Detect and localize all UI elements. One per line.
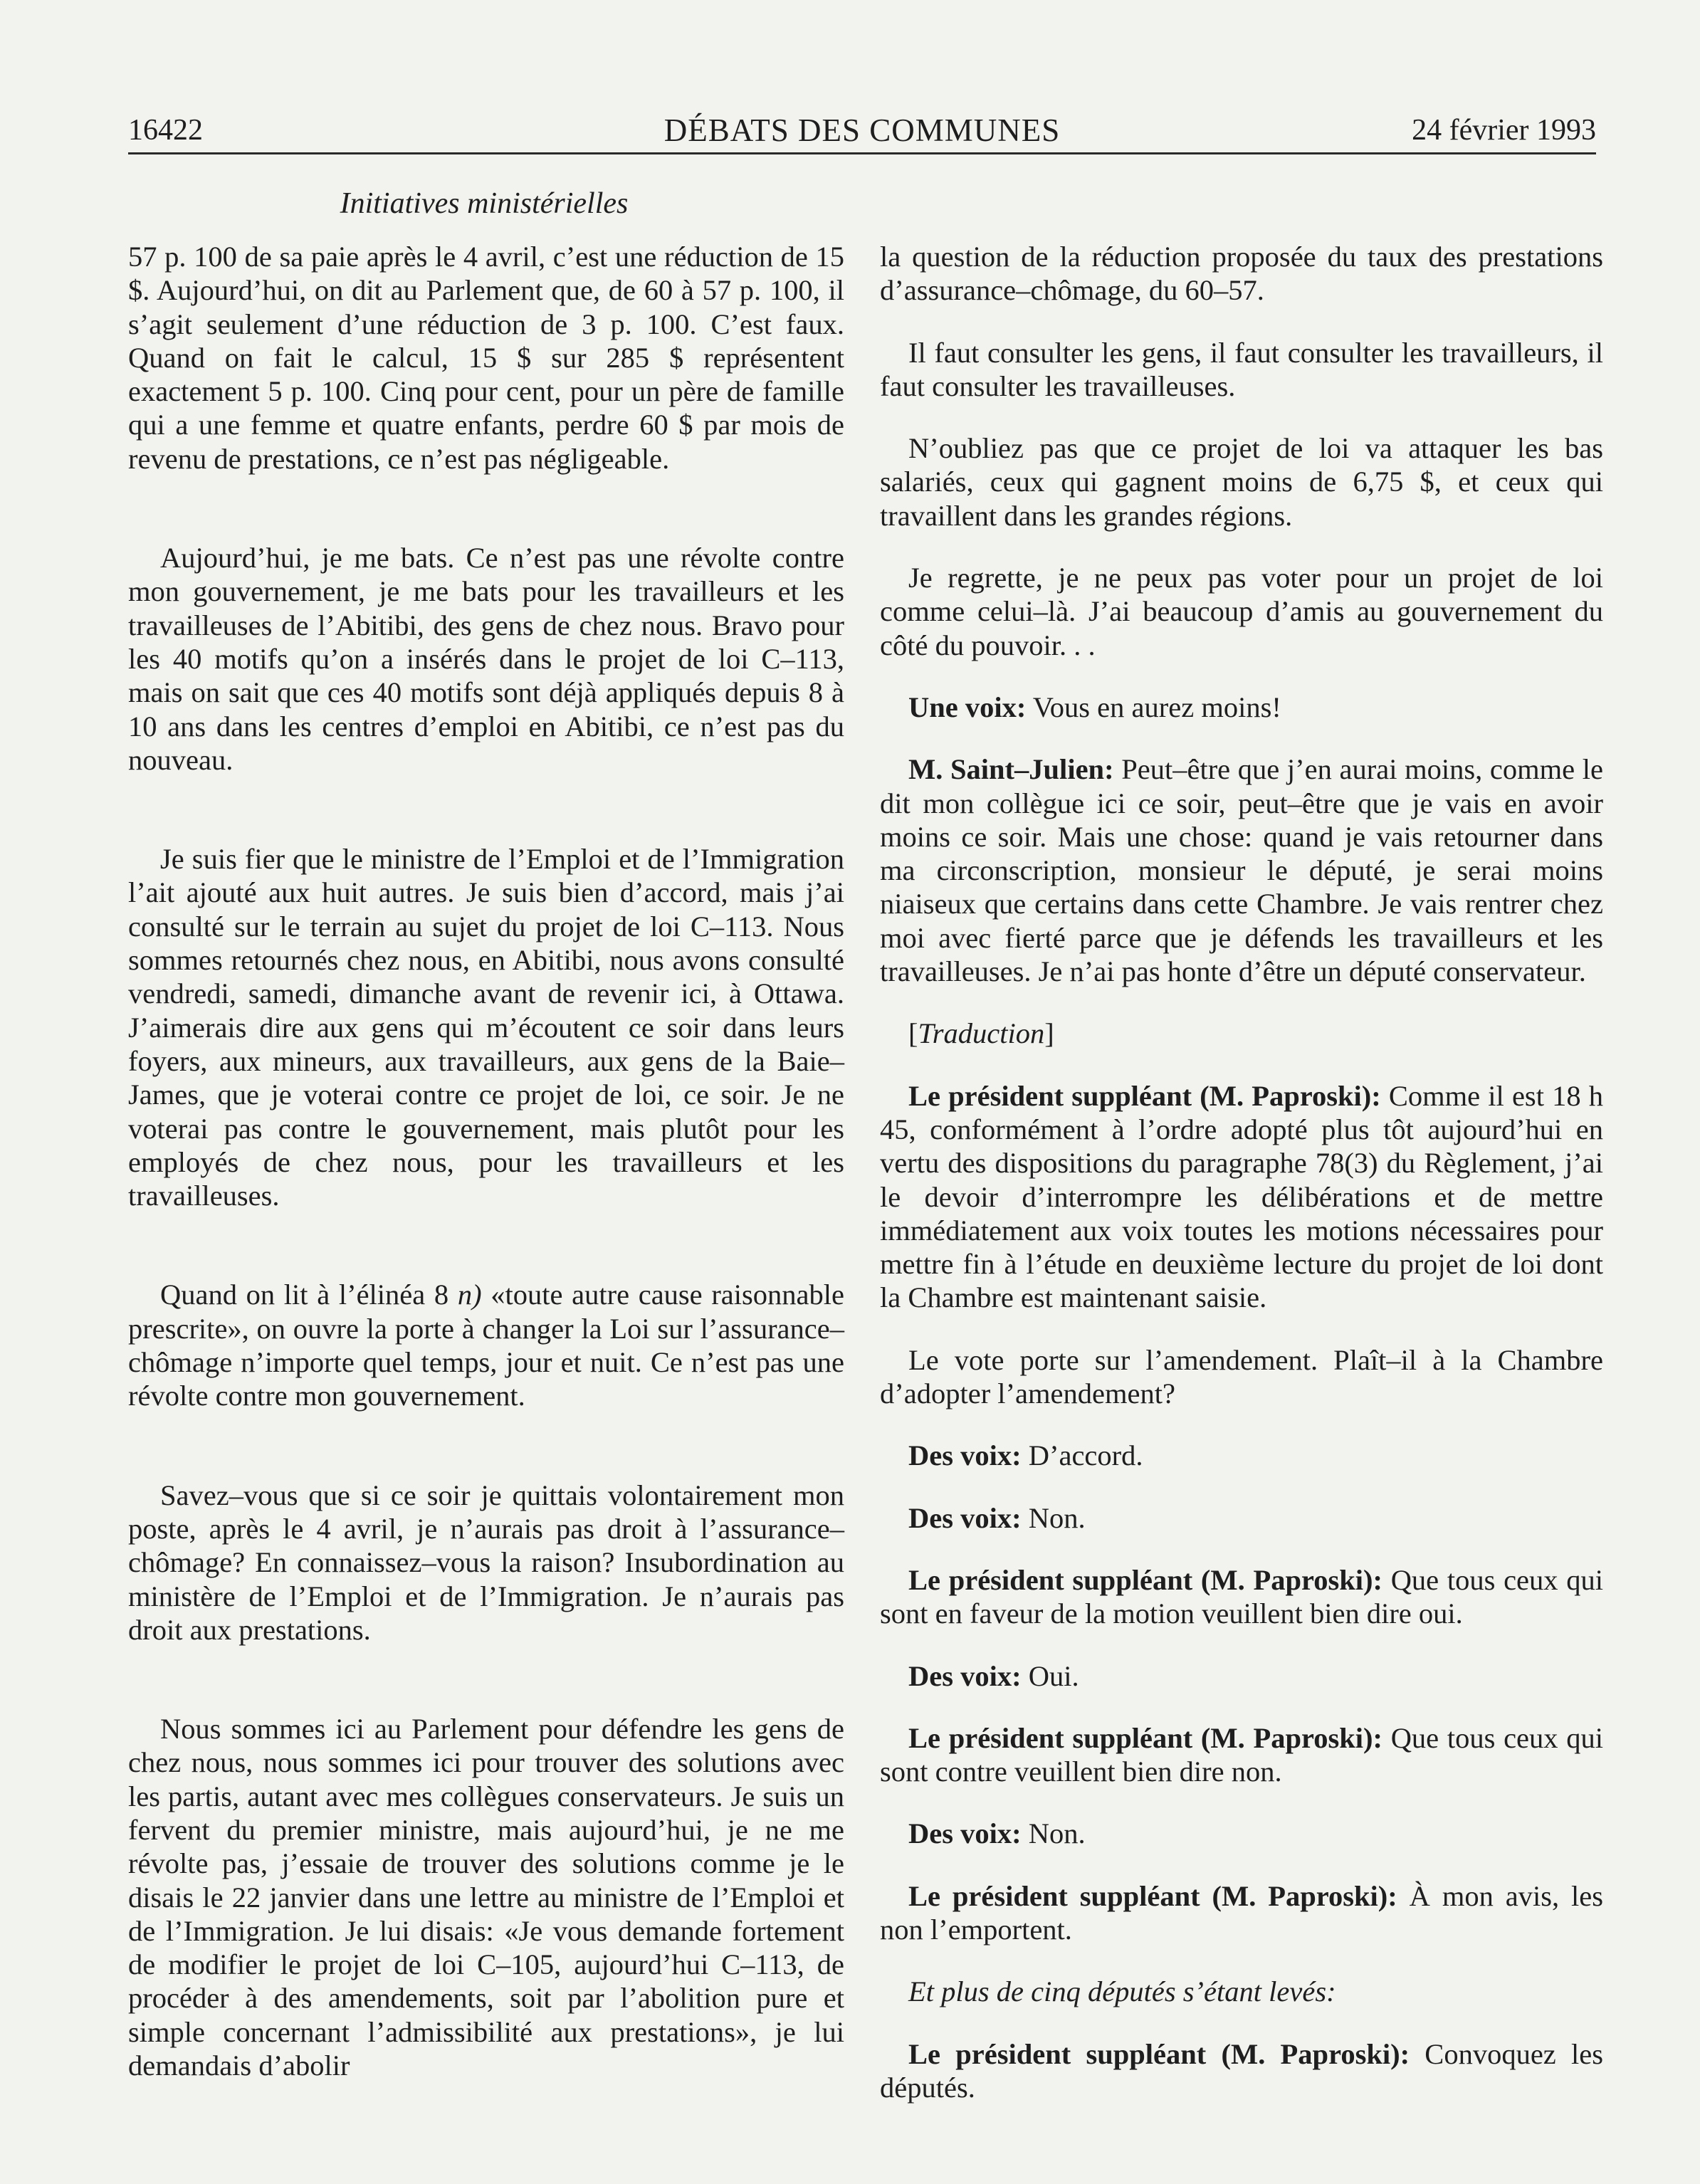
speech-text: Que tous ceux qui sont contre veuillent bien dire non. <box>880 1721 1603 1788</box>
speech-text: Non. <box>1021 1817 1086 1850</box>
speech <box>880 2037 1603 2105</box>
speech-text: Vous en aurez moins! <box>1026 691 1281 723</box>
paragraph-text: «toute autre cause raisonnable prescrite», on ouvre la porte à changer la Loi sur l’assurance–chômage n’importe quel temps, jour et nuit. Ce n’est pas une révolte contre mon gouvernement. <box>128 1279 844 1412</box>
right-column <box>880 240 1603 2133</box>
speech-text: Convoquez les députés. <box>880 2037 1603 2104</box>
speech <box>880 1439 1603 1472</box>
paragraph: Le vote porte sur l’amendement. Plaît–il à la Chambre d’adopter l’amendement? <box>880 1343 1603 1410</box>
section-title: Initiatives ministérielles <box>340 187 629 220</box>
paragraph: Je regrette, je ne peux pas voter pour un projet de loi comme celui–là. J’ai beaucoup d’amis au gouvernement du côté du pouvoir. . . <box>880 562 1603 661</box>
speaker-name: Des voix: <box>908 1659 1022 1692</box>
speech-text: Comme il est 18 h 45, conformément à l’ordre adopté plus tôt aujourd’hui en vertu des dispositions du paragraphe 78(3) du Règlement, j’ai le devoir d’interrompre les délibérations et de mettre immédiatement aux voix toutes les motions nécessaires pour mettre fin à l’étude en deuxième lecture du projet de loi dont la Chambre est maintenant saisie. <box>880 1079 1603 1314</box>
bracket: ] <box>1044 1017 1054 1050</box>
speech-text: Non. <box>1021 1501 1086 1534</box>
paragraph: Nous sommes ici au Parlement pour défendre les gens de chez nous, nous sommes ici pour trouver des solutions avec les partis, autant avec mes collègues conservateurs. Je suis un fervent du premier ministre, mais aujourd’hui, je ne me révolte pas, j’essaie de trouver des solutions comme je le disais le 22 janvier dans une lettre au ministre de l’Emploi et de l’Immigration. Je lui disais: «Je vous demande fortement de modifier le projet de loi C–105, aujourd’hui C–113, de procéder à des amendements, soit par l’abolition pure et simple concernant l’admissibilité aux prestations», je lui demandais d’abolir <box>128 1713 844 2082</box>
speech <box>880 1501 1603 1535</box>
publication-title: DÉBATS DES COMMUNES <box>663 112 1061 148</box>
page-header <box>128 107 1596 154</box>
paragraph: Savez–vous que si ce soir je quittais volontairement mon poste, après le 4 avril, je n’aurais pas droit à l’assurance–chômage? En connaissez–vous la raison? Insubordination au ministère de l’Emploi et de l’Immigration. Je n’aurais pas droit aux prestations. <box>128 1479 844 1646</box>
speech-text: Peut–être que j’en aurai moins, comme le dit mon collègue ici ce soir, peut–être que je vais en avoir moins ce soir. Mais une chose: quand je vais retourner dans ma circonscription, monsieur le député, je serai moins niaiseux que certains dans cette Chambre. Je vais rentrer chez moi avec fierté parce que je défends les travailleurs et les travailleuses. Je n’ai pas honte d’être un député conservateur. <box>880 753 1604 988</box>
speech <box>880 752 1603 988</box>
translation-note <box>880 1017 1603 1050</box>
paragraph <box>128 1278 844 1412</box>
speech <box>880 1721 1603 1789</box>
paragraph: 57 p. 100 de sa paie après le 4 avril, c’est une réduction de 15 $. Aujourd’hui, on dit au Parlement que, de 60 à 57 p. 100, il s’agit seulement d’une réduction de 3 p. 100. C’est faux. Quand on fait le calcul, 15 $ sur 285 $ représentent exactement 5 p. 100. Cinq pour cent, pour un père de famille qui a une femme et quatre enfants, perdre 60 $ par mois de revenu de prestations, ce n’est pas négligeable. <box>128 241 844 475</box>
paragraph-italic: n) <box>457 1279 482 1311</box>
speech-text: D’accord. <box>1021 1439 1143 1472</box>
speech <box>880 1563 1603 1631</box>
speaker-name: Le président suppléant (M. Paproski): <box>908 1721 1382 1754</box>
speaker-name: Le président suppléant (M. Paproski): <box>908 1079 1381 1112</box>
speaker-name: Le président suppléant (M. Paproski): <box>908 1879 1397 1912</box>
stage-direction: Et plus de cinq députés s’étant levés: <box>908 1975 1336 2008</box>
speech-text: À mon avis, les non l’emportent. <box>880 1879 1603 1946</box>
speech <box>880 691 1603 724</box>
left-column <box>128 240 844 2148</box>
speaker-name: Des voix: <box>908 1439 1022 1472</box>
paragraph: la question de la réduction proposée du taux des prestations d’assurance–chômage, du 60–57. <box>880 241 1603 307</box>
paragraph-text: Quand on lit à l’élinéa 8 <box>160 1279 458 1311</box>
speaker-name: Le président suppléant (M. Paproski): <box>908 2037 1410 2070</box>
speech-text: Oui. <box>1021 1659 1079 1692</box>
speech <box>880 1879 1603 1947</box>
paragraph: Je suis fier que le ministre de l’Emploi et de l’Immigration l’ait ajouté aux huit autres. Je suis bien d’accord, mais j’ai consulté sur le terrain au sujet du projet de loi C–113. Nous sommes retournés chez nous, en Abitibi, nous avons consulté vendredi, samedi, dimanche avant de revenir ici, à Ottawa. J’aimerais dire aux gens qui m’écoutent ce soir dans leurs foyers, aux mineurs, aux travailleurs, aux gens de la Baie–James, que je voterai contre ce projet de loi, ce soir. Je ne voterai pas contre le gouvernement, mais plutôt pour les employés de chez nous, pour les travailleurs et les travailleuses. <box>128 843 844 1212</box>
translation-label: Traduction <box>918 1017 1045 1050</box>
speech <box>880 1079 1603 1315</box>
speaker-name: Des voix: <box>908 1501 1022 1534</box>
speaker-name: M. Saint–Julien: <box>908 753 1114 786</box>
speech <box>880 1817 1603 1850</box>
publication-date: 24 février 1993 <box>1412 114 1596 147</box>
speech <box>880 1659 1603 1693</box>
page-number: 16422 <box>128 114 203 147</box>
paragraph: Aujourd’hui, je me bats. Ce n’est pas une révolte contre mon gouvernement, je me bats pour les travailleurs et les travailleuses de l’Abitibi, des gens de chez nous. Bravo pour les 40 motifs qu’on a insérés dans le projet de loi C–113, mais on sait que ces 40 motifs sont déjà appliqués depuis 8 à 10 ans dans les centres d’emploi en Abitibi, ce n’est pas du nouveau. <box>128 542 844 776</box>
speaker-name: Le président suppléant (M. Paproski): <box>908 1563 1382 1596</box>
speaker-name: Des voix: <box>908 1817 1022 1850</box>
paragraph: N’oubliez pas que ce projet de loi va attaquer les bas salariés, ceux qui gagnent moins de 6,75 $, et ceux qui travaillent dans les grandes régions. <box>880 432 1603 532</box>
header-rule <box>128 152 1596 154</box>
bracket: [ <box>908 1017 918 1050</box>
speech-text: Que tous ceux qui sont en faveur de la motion veuillent bien dire oui. <box>880 1563 1603 1630</box>
speaker-name: Une voix: <box>908 691 1027 723</box>
paragraph: Il faut consulter les gens, il faut consulter les travailleurs, il faut consulter les travailleuses. <box>880 336 1603 402</box>
